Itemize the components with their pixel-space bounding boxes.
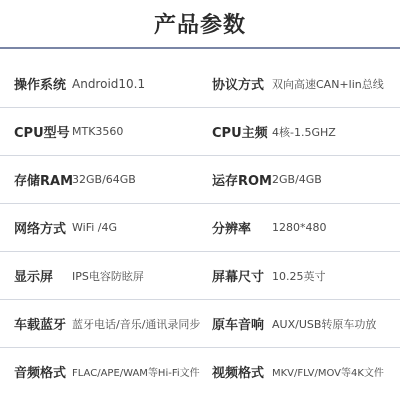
spec-row-storage <box>0 156 400 204</box>
spec-value: 2GB/4GB <box>272 173 322 186</box>
spec-label: 原车音响 <box>212 318 265 333</box>
spec-label: CPU主频 <box>212 126 268 141</box>
spec-value: IPS电容防眩屏 <box>72 269 144 283</box>
spec-label: 存储RAM <box>14 174 74 189</box>
spec-value: 1280*480 <box>272 221 327 234</box>
spec-label: 视频格式 <box>212 366 265 381</box>
spec-row-media <box>0 348 400 396</box>
title-underline <box>0 47 400 49</box>
spec-label: 网络方式 <box>14 222 67 237</box>
spec-value: MTK3560 <box>72 125 124 138</box>
spec-label: 操作系统 <box>14 78 67 93</box>
spec-value: 蓝牙电话/音乐/通讯录同步 <box>72 317 201 331</box>
spec-value: 10.25英寸 <box>272 269 326 283</box>
spec-value: AUX/USB转原车功放 <box>272 317 377 331</box>
spec-label: 屏幕尺寸 <box>212 270 265 285</box>
spec-row-bluetooth <box>0 300 400 348</box>
spec-label: 显示屏 <box>14 270 54 285</box>
spec-label: 车载蓝牙 <box>14 318 67 333</box>
spec-row-network <box>0 204 400 252</box>
spec-row-cpu <box>0 108 400 156</box>
spec-value: 双向高速CAN+lin总线 <box>272 77 384 91</box>
spec-value: FLAC/APE/WAM等Hi-Fi文件 <box>72 368 200 379</box>
spec-value: 4核-1.5GHZ <box>272 125 336 139</box>
spec-row-display <box>0 252 400 300</box>
spec-label: 分辨率 <box>212 222 252 237</box>
spec-label: 运存ROM <box>212 174 272 189</box>
page-title: 产品参数 <box>153 13 246 38</box>
spec-row-os <box>0 60 400 108</box>
spec-label: 音频格式 <box>14 366 67 381</box>
spec-table <box>0 60 400 396</box>
spec-value: 32GB/64GB <box>72 173 136 186</box>
spec-label: 协议方式 <box>212 78 265 93</box>
spec-value: MKV/FLV/MOV等4K文件 <box>272 368 384 379</box>
spec-value: WiFi /4G <box>72 221 117 234</box>
spec-label: CPU型号 <box>14 126 70 141</box>
spec-value: Android10.1 <box>72 76 146 91</box>
